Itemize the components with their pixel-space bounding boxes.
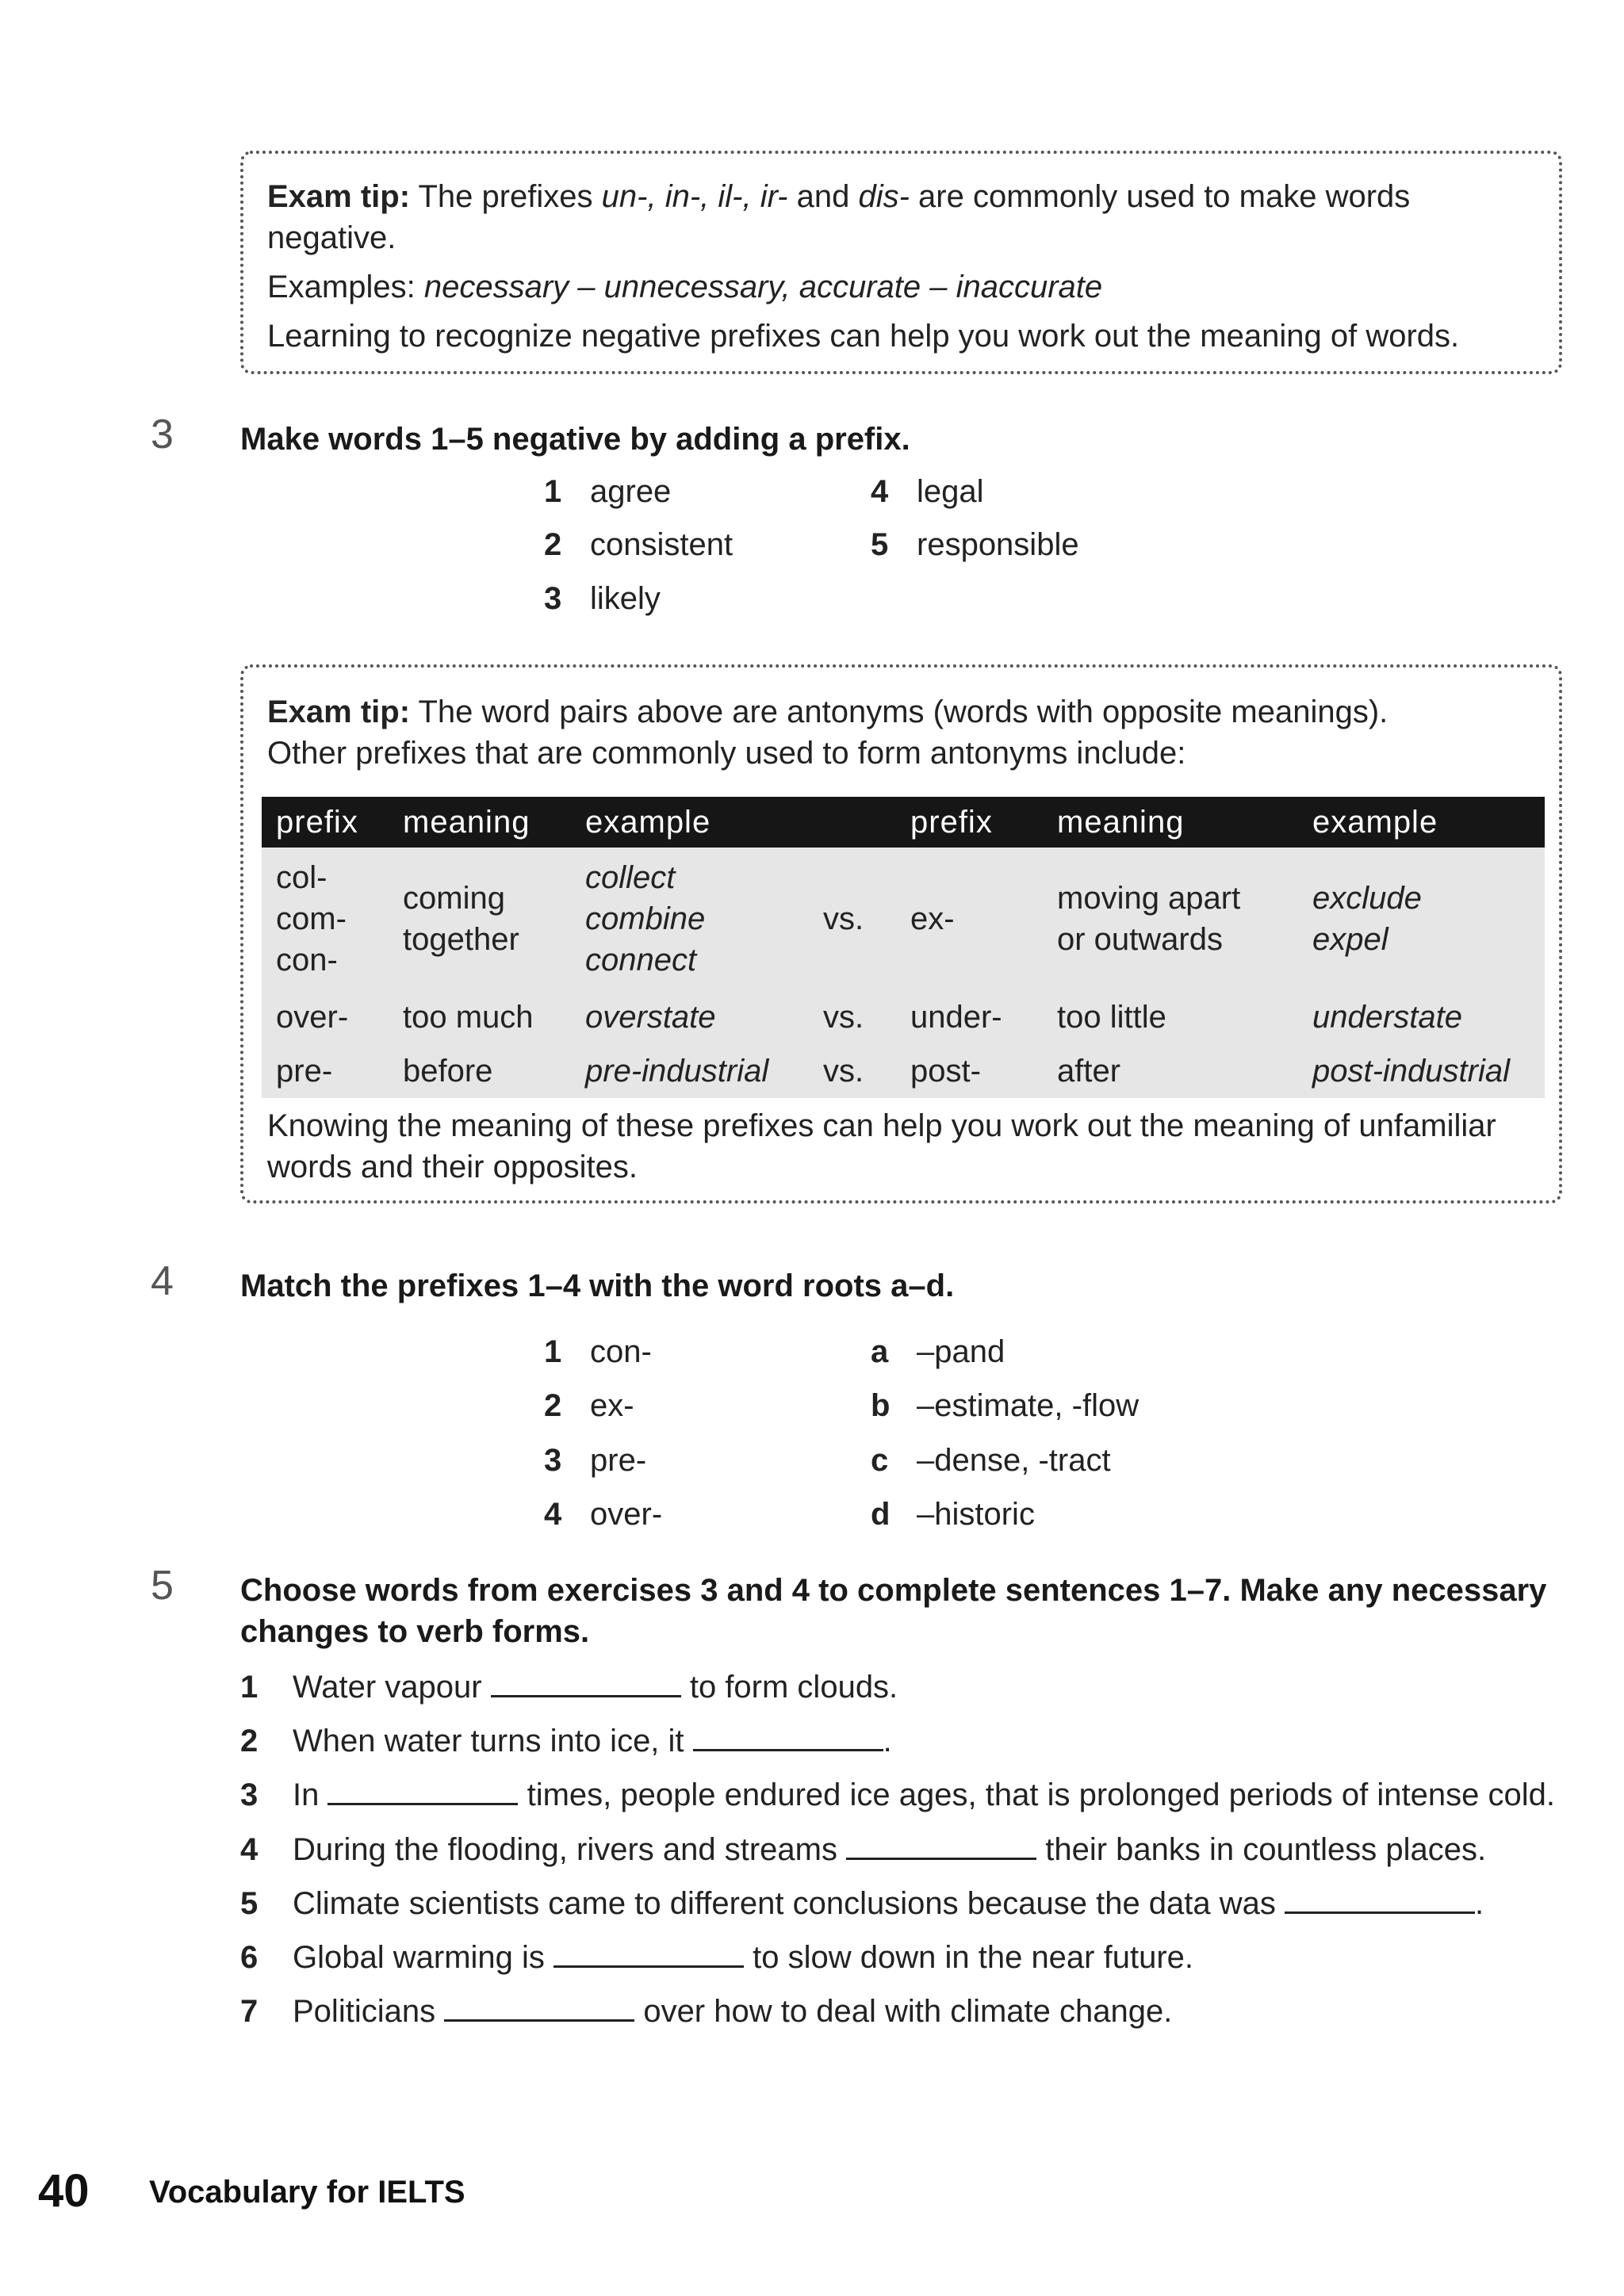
cell-example: pre-industrial [571, 1044, 809, 1098]
sentence: 1 Water vapour to form clouds. [240, 1670, 898, 1705]
answer-blank[interactable] [444, 1992, 634, 2022]
cell-meaning: too much [389, 990, 571, 1044]
exercise-5-number: 5 [151, 1563, 174, 1609]
ex3-item: 3 likely [544, 581, 661, 616]
ex4-prefix-item: 4 over- [544, 1497, 663, 1532]
tip2-line1: Exam tip: The word pairs above are antonyms (words with opposite meanings). [267, 695, 1388, 729]
cell-prefix: over- [262, 990, 389, 1044]
header-example: example [571, 797, 809, 848]
exercise-5-instruction: Choose words from exercises 3 and 4 to complete sentences 1–7. Make any necessary changes to verb forms. [240, 1573, 1547, 1649]
ex4-root-item: d –historic [871, 1497, 1035, 1532]
header-meaning: meaning [389, 797, 571, 848]
ex4-root-item: c –dense, -tract [871, 1443, 1111, 1478]
cell-example: collect combine connect [571, 848, 809, 990]
ex4-root-item: a –pand [871, 1334, 1005, 1369]
exercise-4-number: 4 [151, 1258, 174, 1304]
exam-tip-box-1 [240, 151, 1562, 374]
page-number: 40 [38, 2165, 90, 2217]
answer-blank[interactable] [693, 1722, 883, 1751]
cell-meaning: before [389, 1044, 571, 1098]
table-row [262, 1044, 1545, 1098]
ex4-prefix-item: 1 con- [544, 1334, 652, 1369]
ex4-prefix-item: 2 ex- [544, 1388, 634, 1423]
cell-prefix: under- [896, 990, 1043, 1044]
exercise-4-instruction: Match the prefixes 1–4 with the word roots a–d. [240, 1269, 955, 1303]
cell-prefix: ex- [896, 848, 1043, 990]
header-meaning: meaning [1043, 797, 1298, 848]
header-vs [809, 797, 896, 848]
prefix-table [262, 797, 1545, 1098]
sentence: 4 During the flooding, rivers and streams their banks in countless places. [240, 1832, 1487, 1867]
exercise-3-number: 3 [151, 411, 174, 457]
sentence: 6 Global warming is to slow down in the near future. [240, 1940, 1194, 1975]
cell-vs: vs. [809, 990, 896, 1044]
cell-meaning: coming together [389, 848, 571, 990]
ex4-root-item: b –estimate, -flow [871, 1388, 1139, 1423]
cell-vs: vs. [809, 848, 896, 990]
book-title: Vocabulary for IELTS [149, 2175, 465, 2210]
cell-example: post-industrial [1298, 1044, 1545, 1098]
table-row [262, 848, 1545, 990]
ex4-prefix-item: 3 pre- [544, 1443, 647, 1478]
header-prefix: prefix [262, 797, 389, 848]
ex3-item: 1 agree [544, 474, 672, 509]
cell-example: understate [1298, 990, 1545, 1044]
answer-blank[interactable] [846, 1831, 1036, 1860]
exercise-3-instruction: Make words 1–5 negative by adding a prefix. [240, 422, 910, 457]
header-prefix: prefix [896, 797, 1043, 848]
cell-example: overstate [571, 990, 809, 1044]
cell-prefix: pre- [262, 1044, 389, 1098]
cell-prefix: post- [896, 1044, 1043, 1098]
table-header-row [262, 797, 1545, 848]
cell-prefix: col- com- con- [262, 848, 389, 990]
tip2-line2: Other prefixes that are commonly used to form antonyms include: [267, 736, 1186, 771]
cell-meaning: after [1043, 1044, 1298, 1098]
cell-example: exclude expel [1298, 848, 1545, 990]
header-example: example [1298, 797, 1545, 848]
cell-meaning: moving apart or outwards [1043, 848, 1298, 990]
answer-blank[interactable] [491, 1668, 681, 1697]
sentence: 3 In times, people endured ice ages, that is prolonged periods of intense cold. [240, 1777, 1555, 1812]
tip1-examples: Examples: necessary – unnecessary, accurate – inaccurate [267, 270, 1103, 304]
tip1-line3: Learning to recognize negative prefixes can help you work out the meaning of words. [267, 319, 1460, 354]
ex3-item: 4 legal [871, 474, 984, 509]
sentence: 2 When water turns into ice, it . [240, 1724, 892, 1758]
answer-blank[interactable] [553, 1938, 744, 1968]
tip1-line1: Exam tip: The prefixes un-, in-, il-, ir- and dis- are commonly used to make words negative. [267, 179, 1411, 255]
answer-blank[interactable] [327, 1776, 518, 1805]
cell-meaning: too little [1043, 990, 1298, 1044]
ex3-item: 5 responsible [871, 527, 1079, 562]
tip2-closing: Knowing the meaning of these prefixes can help you work out the meaning of unfamiliar words and their opposites. [267, 1108, 1496, 1184]
cell-vs: vs. [809, 1044, 896, 1098]
sentence: 5 Climate scientists came to different conclusions because the data was . [240, 1886, 1484, 1921]
sentence: 7 Politicians over how to deal with climate change. [240, 1994, 1173, 2029]
answer-blank[interactable] [1285, 1885, 1475, 1914]
table-row [262, 990, 1545, 1044]
ex3-item: 2 consistent [544, 527, 733, 562]
